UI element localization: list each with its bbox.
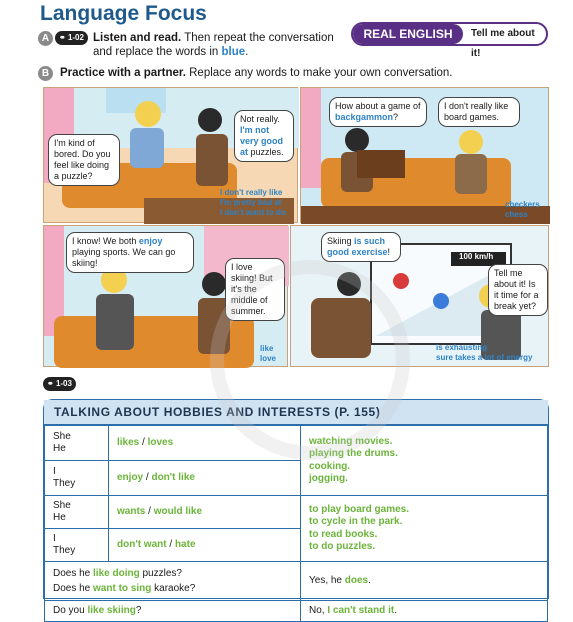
step-a-marker: A [38,31,53,46]
answer-cell [301,601,548,622]
replacement-options [260,344,276,364]
audio-track-label: 1-02 [67,33,84,42]
subject: I [53,465,56,477]
subject-cell [45,496,109,529]
bubble-highlight: I'm not very good at [240,125,284,157]
table-row [45,496,548,529]
separator: / [139,436,148,448]
bubble-text: I know! We both [72,236,137,246]
verb: would like [153,505,203,517]
verb: likes [117,436,140,448]
bubble-text: Skiing [327,236,352,246]
question [53,566,292,581]
speech-bubble: Tell me about it! Is it time for a break yet? [488,264,548,316]
replacement-options [436,343,532,363]
subject-cell [45,461,109,496]
speech-bubble: I'm kind of bored. Do you feel like doing a puzzle? [48,134,120,186]
subject: He [53,443,66,454]
speech-bubble [66,232,194,273]
audio-track-badge[interactable] [55,31,88,45]
grammar-table [43,399,549,616]
text: . [394,604,397,616]
verb: enjoy [117,471,144,483]
text: . [368,574,371,586]
subject: They [53,478,76,489]
text: karaoke? [151,583,196,594]
infinitive-cell [301,496,548,562]
grammar-grid [44,425,548,622]
subject: They [53,545,76,556]
tell-me-label: Tell me about it! [471,28,535,59]
text: Do you [53,604,88,616]
option: chess [505,210,528,219]
subject: He [53,512,66,523]
audio-track-label: 1-03 [55,379,72,388]
page-title: Language Focus [40,2,207,25]
step-a-blue: blue [221,46,246,58]
table-row [45,562,548,601]
verb: don't like [151,471,195,483]
highlight: want to sing [93,583,152,594]
gerund-item: watching movies. [309,435,393,447]
gerund-item: cooking. [309,460,351,472]
step-b-text [60,66,452,80]
replacement-options [220,188,286,218]
question [53,581,292,596]
gerund-item: jogging. [309,473,348,484]
comic-panel-1 [43,87,298,223]
infinitive-item: to do puzzles. [309,541,376,552]
subject-cell [45,529,109,562]
comic-panel-4 [290,225,549,367]
text: No, [309,604,328,616]
table-header: TALKING ABOUT HOBBIES AND INTERESTS (P. 155) [44,400,548,425]
bubble-text: playing sports. We can go skiing! [72,247,176,268]
verb: loves [147,436,174,448]
bubble-text: ? [393,112,399,122]
verb-cell [109,426,301,461]
step-a-period: . [245,46,249,58]
replacement-options [505,200,540,220]
infinitive-item: to cycle in the park. [309,516,403,527]
subject-cell [45,426,109,461]
real-english-badge [351,22,548,59]
question-cell [45,562,301,601]
table-row [45,426,548,461]
step-b-bold: Practice with a partner. [60,67,186,79]
infinitive-item: to play board games. [309,503,410,515]
verb-cell [109,496,301,529]
bubble-highlight: enjoy [138,236,163,246]
option: love [260,354,277,363]
option: sure takes a lot of energy [436,353,533,362]
answer-cell [301,562,548,601]
option: checkers [505,200,540,209]
option: I'm pretty bad at [220,198,282,207]
verb-cell [109,461,301,496]
speed-display: 100 km/h [459,252,494,261]
verb: don't want [117,538,167,550]
bubble-highlight: is such good exercise [327,236,388,257]
speech-bubble: I love skiing! But it's the middle of summer. [225,258,285,321]
separator: / [145,505,154,517]
option: is exhausting [436,343,488,352]
subject: She [53,430,71,442]
audio-track-badge-2[interactable] [43,377,76,391]
text: Does he [53,568,94,579]
text: ? [135,604,142,616]
comic-panel-2 [300,87,549,223]
subject: I [53,532,56,544]
speech-bubble [329,97,427,127]
step-b-marker: B [38,66,53,81]
step-a-line1: Then repeat the conversation [184,32,334,44]
highlight: does [344,574,369,586]
text: Does he [53,583,94,594]
highlight: I can't stand it [327,604,395,616]
verb: wants [117,505,146,517]
infinitive-item: to read books. [309,528,378,540]
question-cell [45,601,301,622]
highlight: like skiing [87,604,136,616]
step-a-text [93,31,334,59]
gerund-cell [301,426,548,496]
separator: / [143,471,152,483]
headphones-icon: ⚭ [59,33,66,42]
subject: She [53,499,71,511]
step-a-line2: and replace the words in [93,46,219,58]
verb-cell [109,529,301,562]
bubble-text: How about a game of [335,101,421,111]
verb: hate [174,538,196,550]
speech-bubble [321,232,401,262]
bubble-text: puzzles. [250,147,284,157]
option: I don't want to do [220,208,286,217]
option: like [260,344,274,353]
step-a-bold: Listen and read. [93,32,182,44]
step-b-rest: Replace any words to make your own conversation. [189,67,453,79]
speech-bubble: I don't really like board games. [438,97,520,127]
bubble-text: Not really. [240,114,280,124]
text: Yes, he [309,574,345,586]
bubble-text: ! [387,247,391,257]
real-english-label: REAL ENGLISH [353,24,463,44]
separator: / [166,538,175,550]
table-row [45,601,548,622]
headphones-icon: ⚭ [47,379,54,388]
comic-panel-3 [43,225,288,367]
highlight: like doing [93,568,140,579]
gerund-item: playing the drums. [309,448,398,459]
speech-bubble [234,110,294,162]
bubble-highlight: backgammon [335,112,394,122]
text: puzzles? [139,568,182,579]
option: I don't really like [220,188,283,197]
